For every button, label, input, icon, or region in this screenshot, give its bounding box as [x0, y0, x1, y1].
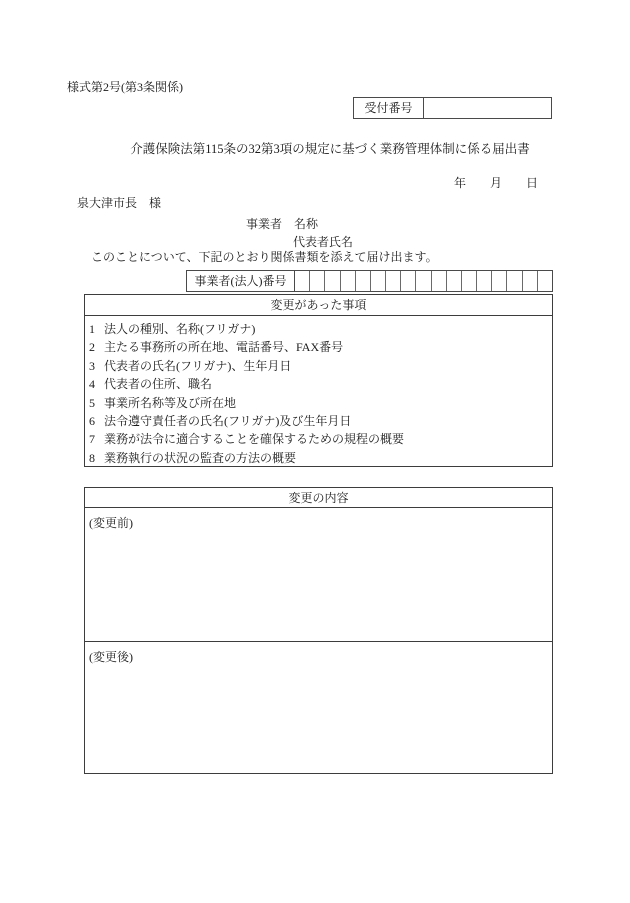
- digit-cell: [309, 271, 324, 291]
- item-text: 代表者の氏名(フリガナ)、生年月日: [104, 358, 292, 373]
- digit-cell: [461, 271, 476, 291]
- digit-cell: [415, 271, 430, 291]
- receipt-number-label: 受付番号: [354, 98, 424, 118]
- item-number: 3: [89, 358, 95, 373]
- item-number: 7: [89, 432, 95, 447]
- digit-cell: [370, 271, 385, 291]
- item-number: 8: [89, 450, 95, 465]
- digit-cell: [400, 271, 415, 291]
- changed-item-row: [89, 338, 548, 356]
- corporate-number-label: 事業者(法人)番号: [186, 270, 295, 292]
- digit-cell: [340, 271, 355, 291]
- receipt-number-box: [353, 97, 552, 119]
- changed-item-row: [89, 320, 548, 338]
- document-title: 介護保険法第115条の32第3項の規定に基づく業務管理体制に係る届出書: [130, 142, 530, 156]
- item-number: 1: [89, 322, 95, 336]
- digit-cell: [537, 271, 552, 291]
- digit-cell: [491, 271, 506, 291]
- change-content-header: 変更の内容: [85, 488, 552, 508]
- representative-name-label: 代表者氏名: [293, 235, 354, 249]
- item-text: 業務執行の状況の監査の方法の概要: [104, 450, 297, 465]
- digit-cell: [506, 271, 521, 291]
- item-number: 6: [89, 413, 95, 428]
- changed-item-row: [89, 412, 548, 430]
- form-number: 様式第2号(第3条関係): [67, 80, 183, 94]
- item-text: 法令遵守責任者の氏名(フリガナ)及び生年月日: [104, 413, 352, 428]
- business-operator-name-label: 事業者 名称: [246, 217, 319, 231]
- change-after-cell: [85, 642, 552, 773]
- corporate-number-row: [186, 270, 553, 292]
- changed-items-header: 変更があった事項: [85, 295, 552, 316]
- receipt-number-value: [424, 98, 551, 118]
- statement-text: このことについて、下記のとおり関係書類を添えて届け出ます。: [91, 250, 438, 264]
- digit-cell: [355, 271, 370, 291]
- addressee: 泉大津市長 様: [77, 196, 162, 210]
- corporate-number-cells: [295, 270, 553, 292]
- change-before-cell: [85, 508, 552, 642]
- changed-item-row: [89, 357, 548, 375]
- digit-cell: [431, 271, 446, 291]
- changed-items-body: [85, 316, 552, 467]
- item-number: 4: [89, 377, 95, 392]
- item-text: 代表者の住所、職名: [104, 377, 213, 392]
- date-line: 年 月 日: [453, 176, 538, 190]
- change-after-label: (変更後): [89, 650, 133, 664]
- digit-cell: [324, 271, 339, 291]
- changed-item-row: [89, 449, 548, 467]
- digit-cell: [476, 271, 491, 291]
- changed-item-row: [89, 394, 548, 412]
- changed-items-table: [84, 294, 553, 467]
- change-content-table: [84, 487, 553, 774]
- digit-cell: [385, 271, 400, 291]
- item-text: 事業所名称等及び所在地: [104, 395, 237, 410]
- changed-item-row: [89, 375, 548, 393]
- item-number: 2: [89, 340, 95, 355]
- digit-cell: [522, 271, 537, 291]
- changed-item-row: [89, 430, 548, 448]
- digit-cell: [295, 271, 309, 291]
- item-text: 法人の種別、名称(フリガナ): [104, 322, 256, 336]
- item-text: 主たる事務所の所在地、電話番号、FAX番号: [104, 340, 344, 355]
- change-before-label: (変更前): [89, 516, 133, 530]
- item-number: 5: [89, 395, 95, 410]
- item-text: 業務が法令に適合することを確保するための規程の概要: [104, 432, 405, 447]
- digit-cell: [446, 271, 461, 291]
